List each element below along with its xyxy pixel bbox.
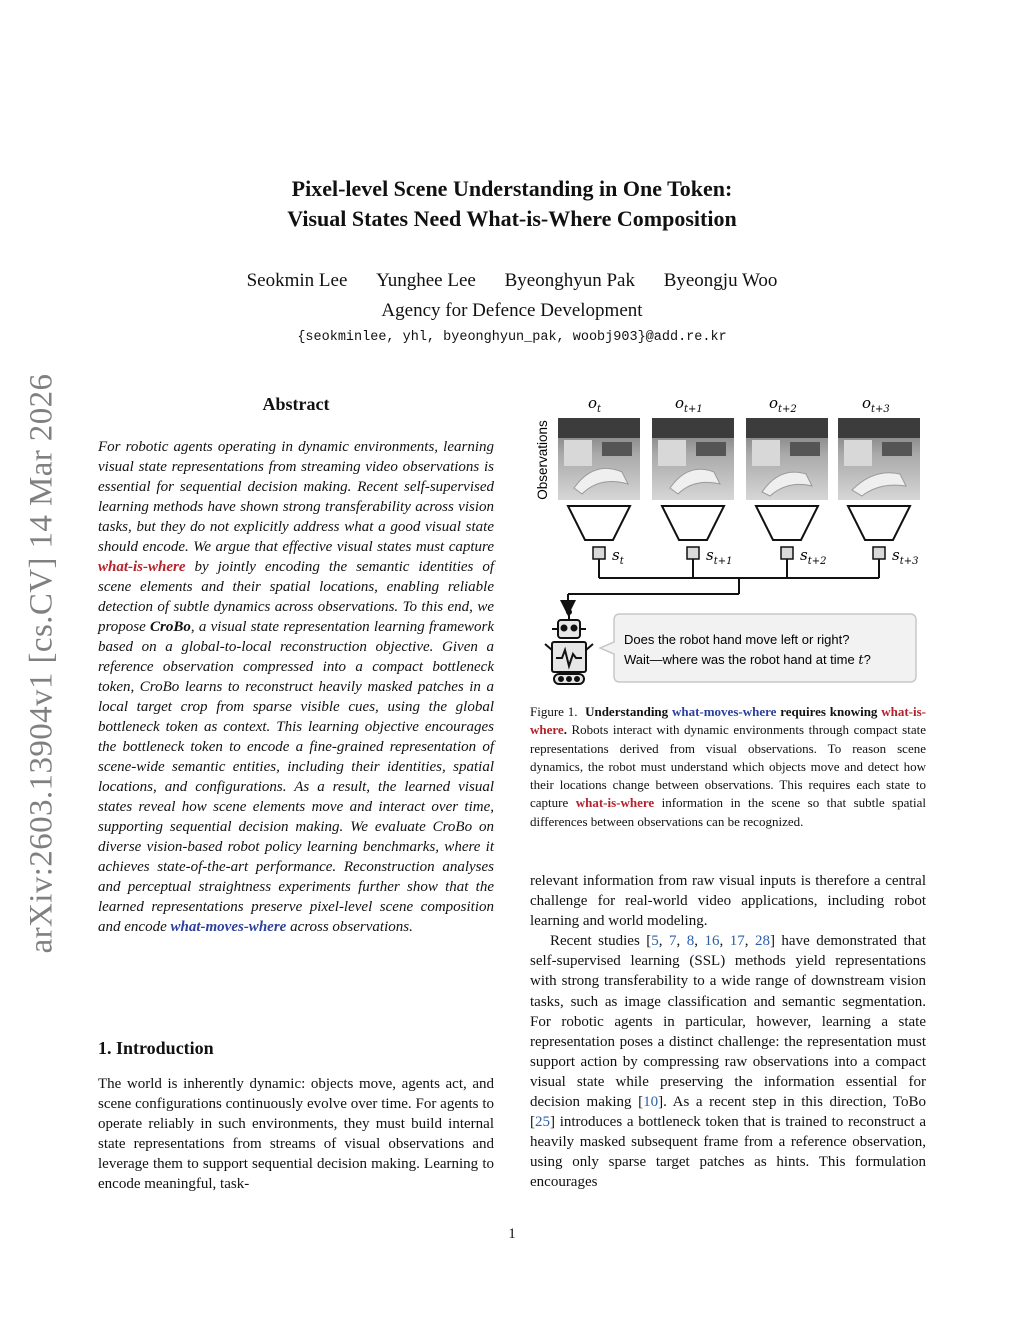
figure-1-diagram — [530, 388, 930, 700]
bubble-question-line-1: Does the robot hand move left or right? — [624, 632, 850, 647]
observation-label-t: $o_t$ — [588, 394, 602, 415]
state-label-t3: $s_{t+3}$ — [892, 546, 919, 567]
state-label-t: $s_t$ — [612, 546, 624, 567]
encoder-trapezoid-t1 — [662, 506, 724, 540]
author-emails: {seokminlee, yhl, byeonghyun_pak, woobj903}@add.re.kr — [297, 330, 727, 345]
intro-paragraph: The world is inherently dynamic: objects move, agents act, and scene configurations continuously evolve over time. For agents to operate reliably in such environments, they must build internal state representations from streams of visual observations and leverage them to support sequential decision making. Learning to encode meaningful, task- — [98, 1076, 494, 1192]
state-token-t2 — [781, 547, 793, 559]
right-column-text — [530, 871, 926, 1193]
observation-label-t2: $o_{t+2}$ — [769, 394, 797, 415]
section-heading-introduction: 1. Introduction — [98, 1038, 214, 1058]
observation-frame-t — [558, 418, 640, 500]
state-label-t2: $s_{t+2}$ — [800, 546, 827, 567]
author-name: Byeonghyun Pak — [504, 270, 635, 291]
observation-frame-t2 — [746, 418, 828, 500]
caption-keyword-what-is-where-2: what-is-where — [575, 795, 655, 811]
author-name: Yunghee Lee — [376, 270, 476, 291]
citation-link[interactable]: 10 — [643, 1094, 659, 1111]
title-line-2: Visual States Need What-is-Where Composition — [287, 206, 737, 231]
title-line-1: Pixel-level Scene Understanding in One Token: — [291, 176, 733, 201]
observation-label-t3: $o_{t+3}$ — [862, 394, 890, 415]
right-paragraph-1: relevant information from raw visual inputs is therefore a central challenge for real-world video applications, including robot learning and world modeling. — [530, 873, 926, 930]
abstract-heading: Abstract — [262, 394, 330, 414]
affiliation: Agency for Defence Development — [381, 300, 643, 321]
state-token-t1 — [687, 547, 699, 559]
observation-frame-t3 — [838, 418, 920, 500]
state-token-t3 — [873, 547, 885, 559]
keyword-what-moves-where: what-moves-where — [170, 919, 287, 935]
encoder-trapezoid-t2 — [756, 506, 818, 540]
keyword-what-is-where: what-is-where — [98, 559, 186, 575]
author-name: Seokmin Lee — [246, 270, 348, 291]
author-name: Byeongju Woo — [663, 270, 778, 291]
figure-1-caption: Figure 1. Understanding what-moves-where requires knowing what-is-where. Robots interact with dynamic environments through compact state representations derived from visual observations. To reason scene dynamics, the robot must understand which objects move and detect how their locations change between observations. This requires each state to capture what-is-where information in the scene so that subtle spatial differences between observations can be recognized. — [530, 704, 927, 829]
observation-frame-t1 — [652, 418, 734, 500]
citation-link[interactable]: 28 — [754, 933, 770, 950]
caption-label: Figure 1. — [530, 704, 578, 719]
caption-keyword-what-moves-where: what-moves-where — [671, 704, 777, 719]
citation-link[interactable]: 16 — [704, 933, 720, 950]
encoder-trapezoid-t3 — [848, 506, 910, 540]
citation-link[interactable]: 5 — [651, 933, 659, 950]
encoder-trapezoid-t — [568, 506, 630, 540]
state-label-t1: $s_{t+1}$ — [706, 546, 733, 567]
page-number: 1 — [508, 1226, 516, 1242]
citation-link[interactable]: 8 — [686, 933, 695, 950]
caption-keyword-what-is-where: what-is-where — [530, 704, 927, 738]
paper-title — [0, 174, 1024, 234]
author-list — [0, 270, 1024, 292]
bubble-question-line-2: Wait—where was the robot hand at time t? — [624, 652, 871, 668]
speech-bubble — [600, 614, 916, 682]
state-token-t — [593, 547, 605, 559]
citation-link[interactable]: 17 — [729, 933, 745, 950]
arxiv-identifier: arXiv:2603.13904v1 [cs.CV] 14 Mar 2026 — [23, 373, 60, 953]
citation-link[interactable]: 7 — [669, 933, 677, 950]
abstract-text: For robotic agents operating in dynamic environments, learning visual state representations from streaming video observations is essential for sequential decision making. Recent self-supervised learning methods have shown strong transferability across vision tasks, but they do not explicitly address what a good visual state should encode. We argue that effective visual states must capture what-is-where by jointly encoding the semantic identities of scene elements and their spatial locations, enabling reliable detection of subtle dynamics across observations. To this end, we propose CroBo, a visual state representation learning framework based on a global-to-local reconstruction objective. Given a reference observation compressed into a compact bottleneck token, CroBo learns to reconstruct heavily masked patches in a local target crop from sparse visible cues, using the global bottleneck token as context. This learning objective encourages the bottleneck token to encode a fine-grained representation of scene-wide semantic entities, including their identities, spatial locations, and configurations. As a result, the learned visual states reveal how scene elements move and interact over time, supporting sequential decision making. We evaluate CroBo on diverse vision-based robot policy learning benchmarks, where it achieves state-of-the-art performance. Reconstruction analyses and perceptual straightness experiments further show that the learned representations preserve pixel-level scene composition and encode what-moves-where across observations. — [98, 439, 494, 935]
citation-link[interactable]: 25 — [535, 1114, 550, 1131]
method-name: CroBo — [150, 619, 191, 635]
robot-icon — [545, 610, 593, 684]
observations-axis-label: Observations — [535, 420, 550, 500]
right-paragraph-2: Recent studies [5, 7, 8, 16, 17, 28] have demonstrated that self-supervised learning (SSL) methods yield representations with strong transferability to a wide range of downstream vision tasks, such as image classification and semantic segmentation. For robotic agents in particular, however, learning a state representation poses a distinct challenge: the representation must support action by compressing raw observations into a compact visual state while preserving the information essential for decision making [10]. As a recent step in this direction, ToBo [25] introduces a bottleneck token that is trained to reconstruct a heavily masked subsequent frame from a reference observation, using only sparse target patches as hints. This formulation encourages — [530, 933, 927, 1191]
observation-label-t1: $o_{t+1}$ — [675, 394, 703, 415]
